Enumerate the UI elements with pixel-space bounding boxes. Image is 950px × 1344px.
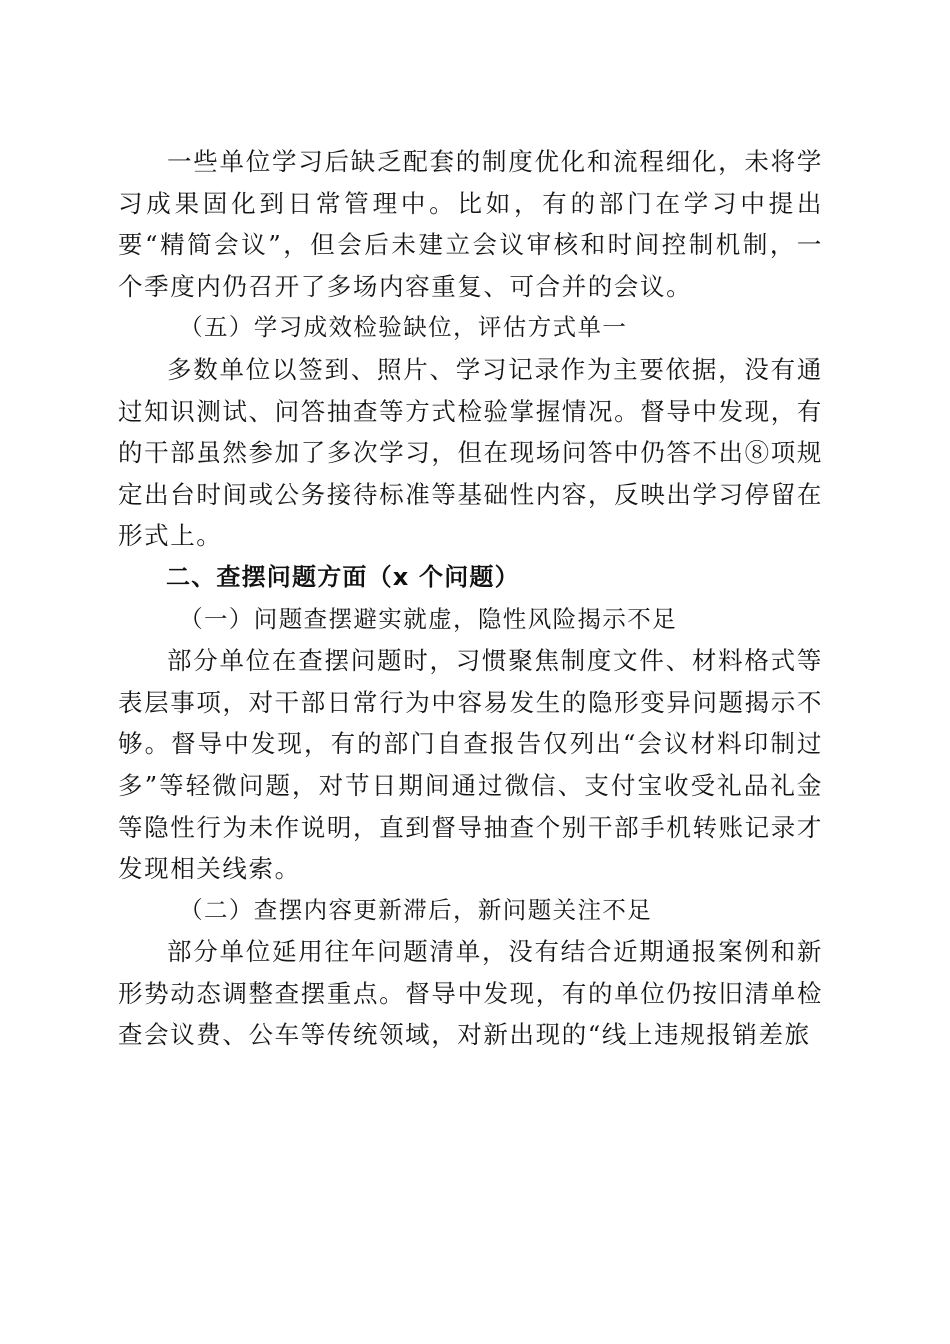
subheading-one: （一）问题查摆避实就虚，隐性风险揭示不足 [179,604,678,633]
paragraph-study-outcome: 一些单位学习后缺乏配套的制度优化和流程细化，未将学习成果固化到日常管理中。比如，有的部门在学习中提出要“精简会议”，但会后未建立会议审核和时间控制机制，一个季度内仍召开了多场内容重复、可合并的会议。 [118,147,823,301]
subheading-two: （二）查摆内容更新滞后，新问题关注不足 [179,895,653,924]
document-body [118,141,823,1056]
section-heading-two: 二、查摆问题方面（x 个问题） [166,562,520,591]
subheading-five: （五）学习成效检验缺位，评估方式单一 [179,313,628,342]
paragraph-hidden-risk: 部分单位在查摆问题时，习惯聚焦制度文件、材料格式等表层事项，对干部日常行为中容易发生的隐形变异问题揭示不够。督导中发现，有的部门自查报告仅列出“会议材料印制过多”等轻微问题，对节日期间通过微信、支付宝收受礼品礼金等隐性行为未作说明，直到督导抽查个别干部手机转账记录才发现相关线索。 [118,646,823,884]
paragraph-update-lag: 部分单位延用往年问题清单，没有结合近期通报案例和新形势动态调整查摆重点。督导中发现，有的单位仍按旧清单检查会议费、公车等传统领域，对新出现的“线上违规报销差旅 [118,937,823,1050]
paragraph-evaluation: 多数单位以签到、照片、学习记录作为主要依据，没有通过知识测试、问答抽查等方式检验掌握情况。督导中发现，有的干部虽然参加了多次学习，但在现场问答中仍答不出⑧项规定出台时间或公务接待标准等基础性内容，反映出学习停留在形式上。 [118,354,823,551]
